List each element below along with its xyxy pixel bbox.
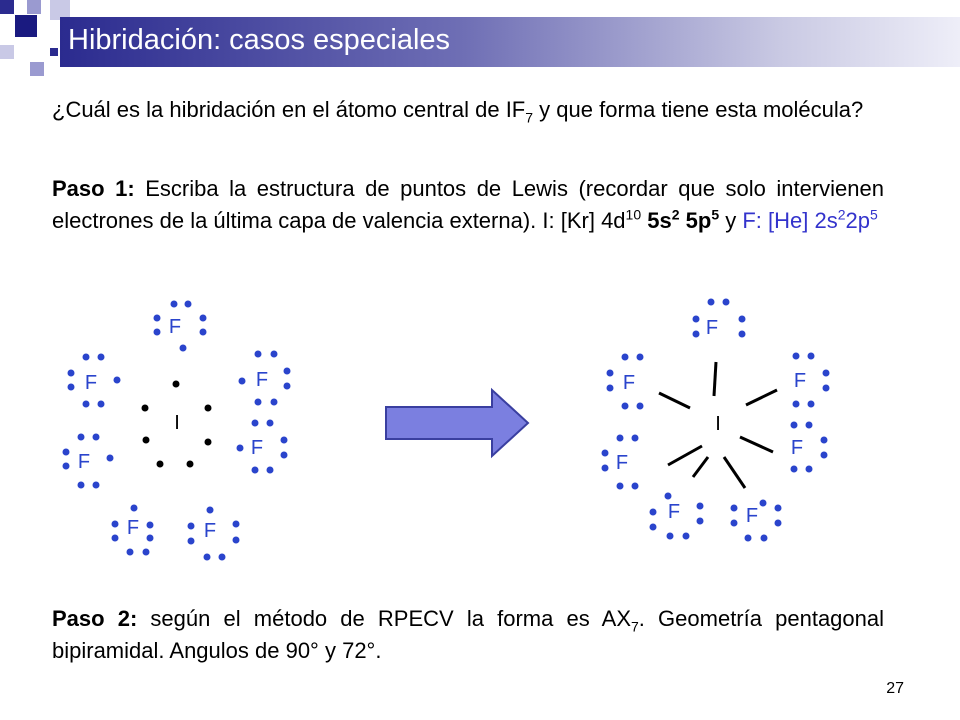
fluorine-electron [637,354,644,361]
fluorine-electron [154,315,161,322]
fluorine-electron [83,354,90,361]
step2-text-2: . Geometría pentagonal bipiramidal. Angulos de 90° y 72°. [52,606,885,663]
fluorine-electron [255,399,262,406]
fluorine-atom-label: F [77,451,91,473]
f-config-sup-2: 2 [837,206,846,223]
iodine-valence-electron [205,439,212,446]
fluorine-electron [697,518,704,525]
bond-line [740,437,773,452]
fluorine-electron [284,368,291,375]
fluorine-electron [68,370,75,377]
fluorine-electron [252,467,259,474]
iodine-atom-label: I [174,412,180,434]
fluorine-atom-label: F [255,369,269,391]
fluorine-electron [760,500,767,507]
fluorine-electron [281,437,288,444]
fluorine-electron [188,538,195,545]
fluorine-electron [650,509,657,516]
iodine-valence-electron [205,405,212,412]
fluorine-electron [793,353,800,360]
fluorine-electron [775,505,782,512]
fluorine-electron [171,301,178,308]
slide-title: Hibridación: casos especiales [68,24,451,56]
fluorine-electron [617,483,624,490]
fluorine-electron [650,524,657,531]
fluorine-electron [200,315,207,322]
fluorine-electron [114,377,121,384]
fluorine-electron [127,549,134,556]
step1-sup-2: 2 [671,206,680,223]
fluorine-electron [78,434,85,441]
fluorine-electron [112,521,119,528]
question-text-2: y que forma tiene esta molécula? [533,97,864,122]
fluorine-electron [683,533,690,540]
bond-line [724,457,745,488]
step1-5s: 5s [641,208,672,233]
fluorine-electron [806,466,813,473]
fluorine-electron [233,537,240,544]
fluorine-electron [821,452,828,459]
fluorine-electron [693,316,700,323]
fluorine-electron [154,329,161,336]
fluorine-electron [63,463,70,470]
fluorine-electron [793,401,800,408]
step2-label: Paso 2: [52,606,138,631]
fluorine-electron [632,483,639,490]
fluorine-electron [204,554,211,561]
step2-text-1: según el método de RPECV la forma es AX [137,606,631,631]
fluorine-electron [143,549,150,556]
fluorine-electron [68,384,75,391]
fluorine-electron [78,482,85,489]
fluorine-electron [93,482,100,489]
fluorine-electron [823,370,830,377]
fluorine-electron [607,370,614,377]
fluorine-electron [188,523,195,530]
fluorine-electron [271,399,278,406]
fluorine-electron [237,445,244,452]
fluorine-electron [107,455,114,462]
fluorine-atom-label: F [84,372,98,394]
iodine-valence-electron [143,437,150,444]
bond-line [659,393,690,408]
fluorine-electron [271,351,278,358]
fluorine-electron [697,503,704,510]
fluorine-atom-label: F [622,372,636,394]
question-subscript: 7 [525,109,534,126]
fluorine-electron [284,383,291,390]
fluorine-electron [791,422,798,429]
lewis-structure-left [63,301,291,561]
fluorine-electron [252,420,259,427]
fluorine-atom-label: F [250,437,264,459]
bond-line [714,362,716,396]
fluorine-electron [637,403,644,410]
lewis-structure-right [602,299,830,542]
fluorine-electron [83,401,90,408]
fluorine-electron [723,299,730,306]
question-text-1: ¿Cuál es la hibridación en el átomo central de IF [52,97,526,122]
fluorine-atom-label: F [203,520,217,542]
fluorine-electron [112,535,119,542]
fluorine-electron [255,351,262,358]
fluorine-electron [63,449,70,456]
fluorine-electron [602,450,609,457]
fluorine-electron [185,301,192,308]
iodine-valence-electron [187,461,194,468]
fluorine-atom-label: F [126,517,140,539]
fluorine-atom-label: F [790,437,804,459]
fluorine-atom-label: F [615,452,629,474]
fluorine-electron [632,435,639,442]
fluorine-electron [607,385,614,392]
fluorine-electron [207,507,214,514]
bond-line [693,457,708,477]
bond-line [668,446,702,465]
fluorine-electron [808,401,815,408]
iodine-valence-electron [173,381,180,388]
fluorine-electron [775,520,782,527]
fluorine-electron [731,520,738,527]
fluorine-electron [267,467,274,474]
f-config-2p: 2p [845,208,870,233]
fluorine-electron [233,521,240,528]
iodine-valence-electron [157,461,164,468]
step1-5p: 5p [679,208,712,233]
f-config-label: F: [He] 2s [742,208,838,233]
fluorine-electron [147,522,154,529]
fluorine-electron [708,299,715,306]
fluorine-electron [98,401,105,408]
fluorine-electron [602,465,609,472]
fluorine-electron [745,535,752,542]
step2-subscript: 7 [631,618,639,635]
fluorine-electron [180,345,187,352]
fluorine-electron [239,378,246,385]
fluorine-electron [823,385,830,392]
bond-line [746,390,777,405]
fluorine-atom-label: F [667,501,681,523]
step1-y: y [719,208,743,233]
fluorine-electron [617,435,624,442]
iodine-valence-electron [142,405,149,412]
step1-label: Paso 1: [52,176,135,201]
fluorine-electron [739,331,746,338]
fluorine-electron [739,316,746,323]
page-number: 27 [886,680,904,697]
fluorine-electron [665,493,672,500]
fluorine-electron [791,466,798,473]
step1-sup-10: 10 [625,206,642,223]
f-config-sup-5: 5 [869,206,878,223]
fluorine-electron [267,420,274,427]
fluorine-electron [731,505,738,512]
fluorine-electron [622,403,629,410]
step2-paragraph [52,603,884,667]
fluorine-electron [806,422,813,429]
fluorine-electron [808,353,815,360]
fluorine-electron [821,437,828,444]
fluorine-electron [667,533,674,540]
fluorine-electron [93,434,100,441]
fluorine-electron [147,535,154,542]
fluorine-atom-label: F [793,370,807,392]
fluorine-electron [200,329,207,336]
fluorine-electron [693,331,700,338]
fluorine-atom-label: F [168,316,182,338]
fluorine-electron [281,452,288,459]
fluorine-electron [622,354,629,361]
fluorine-electron [219,554,226,561]
reaction-arrow [386,390,528,456]
fluorine-atom-label: F [745,505,759,527]
step1-sup-5: 5 [711,206,720,223]
iodine-atom-label: I [715,413,721,435]
fluorine-electron [131,505,138,512]
fluorine-electron [761,535,768,542]
fluorine-electron [98,354,105,361]
fluorine-atom-label: F [705,317,719,339]
step1-text: Escriba la estructura de puntos de Lewis (recordar que solo intervienen electrones de la última capa de valencia externa). I: [Kr] 4d [52,176,884,233]
